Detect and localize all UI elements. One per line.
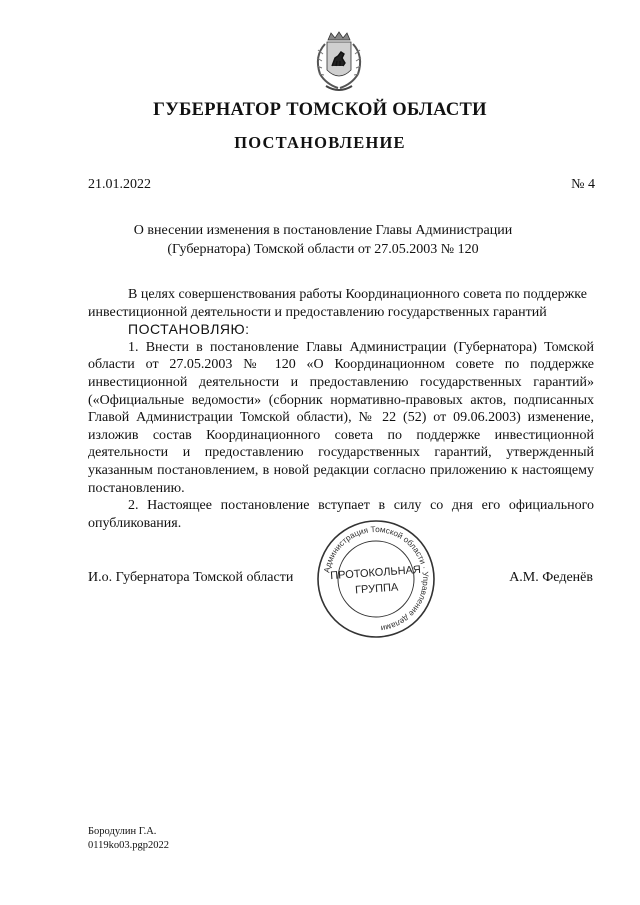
document-body <box>88 286 594 532</box>
org-title: ГУБЕРНАТОР ТОМСКОЙ ОБЛАСТИ <box>153 100 487 120</box>
resolve-keyword: ПОСТАНОВЛЯЮ: <box>128 321 250 338</box>
document-subject <box>100 221 546 259</box>
stamp-inner-line-1: ПРОТОКОЛЬНАЯ <box>329 563 422 583</box>
stamp-outer-text: Администрация Томской области · Управление делами <box>322 524 431 633</box>
document-type: ПОСТАНОВЛЕНИЕ <box>234 133 406 152</box>
document-footer <box>88 825 169 853</box>
item-1-paragraph: 1. Внести в постановление Главы Администрации (Губернатора) Томской области от 27.05.2003 № 120 «О Координационном совете по поддержке инвестиционной деятельности и предоставлению государственных гарантий» («Официальные ведомости» (сборник нормативно-правовых актов, подписанных Главой Администрации Томской области), № 22 (52) от 09.06.2003) изменение, изложив состав Координационного совета по поддержке инвестиционной деятельности и предоставлению государственных гарантий, утвержденный указанным постановлением, в новой редакции согласно приложению к настоящему постановлению. <box>88 339 594 496</box>
official-stamp <box>315 518 437 640</box>
signatory-name: А.М. Феденёв <box>509 570 593 585</box>
document-number: № 4 <box>571 177 595 192</box>
subject-line-1: О внесении изменения в постановление Главы Администрации <box>133 223 513 238</box>
file-reference: 0119ko03.pgp2022 <box>88 840 169 851</box>
signatory-position: И.о. Губернатора Томской области <box>88 570 294 585</box>
preamble-paragraph: В целях совершенствования работы Координационного совета по поддержке инвестиционной деятельности и предоставлению государственных гарантий <box>88 287 587 320</box>
document-date: 21.01.2022 <box>88 177 151 192</box>
stamp-inner-line-2: ГРУППА <box>354 581 399 597</box>
executor-name: Бородулин Г.А. <box>88 826 157 837</box>
tomsk-coat-of-arms-icon <box>298 30 380 96</box>
item-2-paragraph: 2. Настоящее постановление вступает в силу со дня его официального опубликования. <box>88 498 594 531</box>
subject-line-2: (Губернатора) Томской области от 27.05.2003 № 120 <box>167 242 479 257</box>
